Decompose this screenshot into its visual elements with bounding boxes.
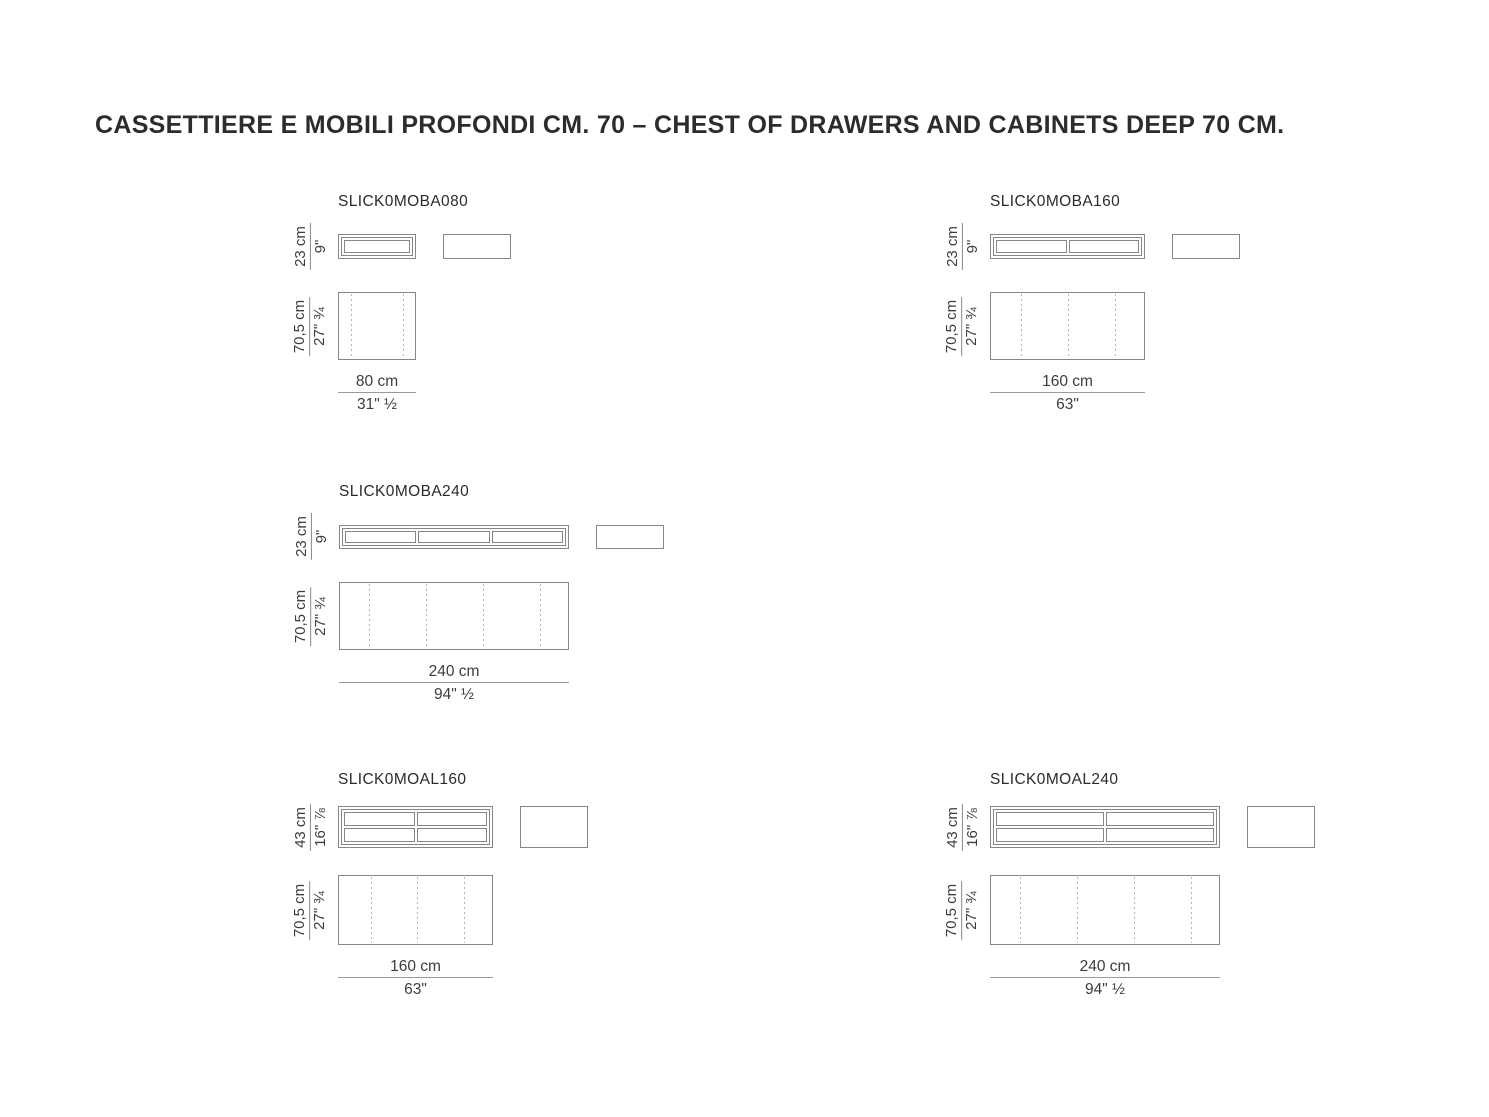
- plan-row: [282, 875, 588, 945]
- height-cm: 43 cm: [943, 804, 962, 851]
- height-dimension-label: [943, 804, 980, 851]
- depth-dimension: [283, 582, 339, 650]
- plan-dash-line: [426, 584, 427, 648]
- height-dimension-label: [292, 513, 329, 560]
- depth-dimension-label: [944, 296, 981, 355]
- width-cm: 240 cm: [339, 663, 569, 683]
- height-dimension: [283, 518, 339, 555]
- drawer-cell: [996, 828, 1104, 842]
- plan-dash-line: [1134, 877, 1135, 943]
- drawer-cell: [1069, 240, 1140, 253]
- height-dimension: [934, 806, 990, 848]
- plan-dash-line: [369, 584, 370, 648]
- height-dimension-label: [943, 223, 980, 270]
- depth-dimension-label: [292, 296, 329, 355]
- height-inch: 16" ⅞: [963, 807, 981, 847]
- plan-dash-line: [1021, 294, 1022, 358]
- depth-cm: 70,5 cm: [292, 880, 311, 939]
- depth-dimension-label: [292, 880, 329, 939]
- plan-view: [990, 875, 1220, 945]
- plan-dash-line: [1115, 294, 1116, 358]
- front-row: [934, 228, 1240, 265]
- plan-row: [934, 875, 1315, 945]
- drawer-cell: [1106, 812, 1214, 826]
- product-code-label: SLICK0MOBA160: [990, 193, 1121, 210]
- product-code-label: SLICK0MOAL160: [338, 771, 467, 788]
- depth-inch: 27" ¾: [311, 890, 329, 930]
- plan-dash-line: [417, 877, 418, 943]
- plan-dash-line: [464, 877, 465, 943]
- plan-dash-line: [483, 584, 484, 648]
- plan-dash-line: [1191, 877, 1192, 943]
- side-view: [1172, 234, 1240, 259]
- width-cm: 160 cm: [338, 958, 493, 978]
- page-title: CASSETTIERE E MOBILI PROFONDI CM. 70 – CHEST OF DRAWERS AND CABINETS DEEP 70 CM.: [95, 111, 1285, 139]
- depth-cm: 70,5 cm: [292, 296, 311, 355]
- width-inch: 63": [1056, 396, 1079, 413]
- height-cm: 43 cm: [291, 804, 310, 851]
- width-inch: 94" ½: [1085, 981, 1125, 998]
- depth-cm: 70,5 cm: [293, 586, 312, 645]
- product-diagram-moba240: [283, 483, 664, 703]
- plan-view: [339, 582, 569, 650]
- plan-dash-line: [403, 294, 404, 358]
- drawer-cell: [996, 240, 1067, 253]
- height-cm: 23 cm: [292, 513, 311, 560]
- drawer-cell: [996, 812, 1104, 826]
- depth-cm: 70,5 cm: [944, 880, 963, 939]
- depth-dimension-label: [293, 586, 330, 645]
- width-dimension: [338, 373, 416, 413]
- height-dimension: [934, 228, 990, 265]
- plan-dash-line: [1020, 877, 1021, 943]
- drawer-cell: [492, 531, 563, 543]
- width-dimension: [990, 958, 1220, 998]
- depth-inch: 27" ¾: [963, 306, 981, 346]
- height-inch: 9": [311, 239, 329, 254]
- plan-dash-line: [1077, 877, 1078, 943]
- side-view: [520, 806, 588, 848]
- front-view: [338, 806, 493, 848]
- drawer-cell: [418, 531, 489, 543]
- front-view: [990, 234, 1145, 259]
- depth-dimension: [934, 292, 990, 360]
- depth-dimension: [282, 292, 338, 360]
- depth-dimension: [282, 875, 338, 945]
- height-dimension: [282, 806, 338, 848]
- plan-dash-line: [540, 584, 541, 648]
- width-cm: 240 cm: [990, 958, 1220, 978]
- drawer-cell: [417, 812, 488, 826]
- plan-row: [282, 292, 511, 360]
- width-dimension: [990, 373, 1145, 413]
- height-inch: 9": [963, 239, 981, 254]
- plan-dash-line: [351, 294, 352, 358]
- front-view: [339, 525, 569, 549]
- height-inch: 9": [312, 529, 330, 544]
- front-view-drawers: [341, 809, 490, 845]
- drawer-cell: [345, 531, 416, 543]
- side-view: [1247, 806, 1315, 848]
- height-cm: 23 cm: [943, 223, 962, 270]
- height-inch: 16" ⅞: [311, 807, 329, 847]
- width-cm: 160 cm: [990, 373, 1145, 393]
- width-inch: 63": [404, 981, 427, 998]
- plan-row: [934, 292, 1240, 360]
- drawer-cell: [344, 812, 415, 826]
- front-row: [283, 518, 664, 555]
- front-view-drawers: [341, 237, 413, 256]
- depth-dimension-label: [944, 880, 981, 939]
- width-dimension: [339, 663, 569, 703]
- front-view: [990, 806, 1220, 848]
- height-dimension-label: [291, 804, 328, 851]
- plan-dash-line: [371, 877, 372, 943]
- product-code-label: SLICK0MOBA080: [338, 193, 469, 210]
- height-cm: 23 cm: [291, 223, 310, 270]
- front-row: [934, 806, 1315, 848]
- product-diagram-moal240: [934, 771, 1315, 998]
- width-dimension: [338, 958, 493, 998]
- product-diagram-moba160: [934, 193, 1240, 413]
- width-cm: 80 cm: [338, 373, 416, 393]
- front-row: [282, 228, 511, 265]
- plan-dash-line: [1068, 294, 1069, 358]
- depth-cm: 70,5 cm: [944, 296, 963, 355]
- plan-view: [338, 292, 416, 360]
- plan-view: [338, 875, 493, 945]
- front-row: [282, 806, 588, 848]
- depth-inch: 27" ¾: [311, 306, 329, 346]
- plan-row: [283, 582, 664, 650]
- front-view-drawers: [993, 809, 1217, 845]
- front-view-drawers: [342, 528, 566, 546]
- front-view: [338, 234, 416, 259]
- height-dimension: [282, 228, 338, 265]
- depth-inch: 27" ¾: [963, 890, 981, 930]
- drawer-cell: [344, 828, 415, 842]
- width-inch: 31" ½: [357, 396, 397, 413]
- product-code-label: SLICK0MOAL240: [990, 771, 1119, 788]
- width-inch: 94" ½: [434, 686, 474, 703]
- product-diagram-moal160: [282, 771, 588, 998]
- side-view: [596, 525, 664, 549]
- drawer-cell: [344, 240, 410, 253]
- height-dimension-label: [291, 223, 328, 270]
- drawer-cell: [1106, 828, 1214, 842]
- plan-view: [990, 292, 1145, 360]
- drawer-cell: [417, 828, 488, 842]
- product-diagram-moba080: [282, 193, 511, 413]
- depth-dimension: [934, 875, 990, 945]
- side-view: [443, 234, 511, 259]
- product-code-label: SLICK0MOBA240: [339, 483, 470, 500]
- depth-inch: 27" ¾: [312, 596, 330, 636]
- front-view-drawers: [993, 237, 1142, 256]
